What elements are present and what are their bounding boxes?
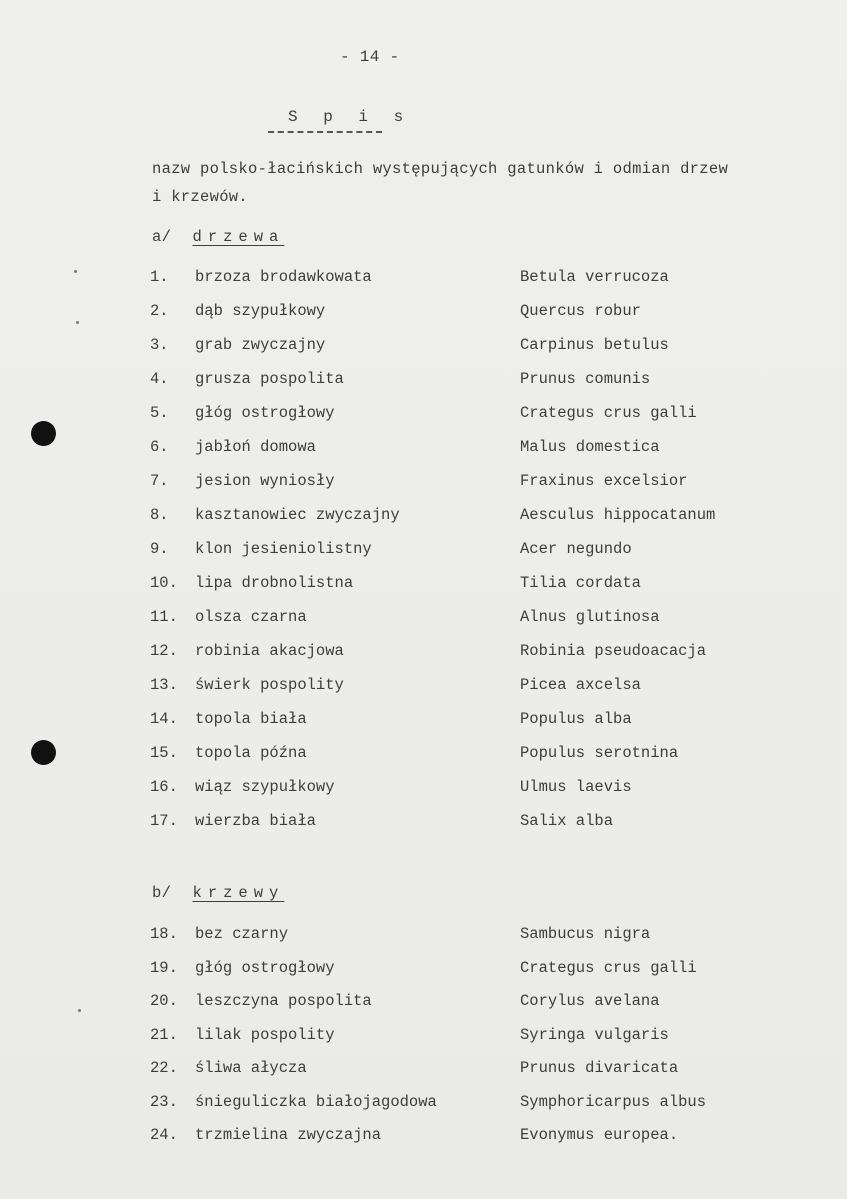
latin-name: Corylus avelana xyxy=(520,992,660,1010)
polish-name: śliwa ałycza xyxy=(195,1059,307,1077)
polish-name: klon jesieniolistny xyxy=(195,540,372,558)
latin-name: Populus serotnina xyxy=(520,744,679,762)
latin-name: Robinia pseudoacacja xyxy=(520,642,707,660)
latin-name: Populus alba xyxy=(520,710,632,728)
polish-name: lilak pospolity xyxy=(195,1025,335,1044)
section-a-label: a/ xyxy=(152,228,172,246)
page-title: S p i s xyxy=(288,108,412,126)
polish-name: leszczyna pospolita xyxy=(195,992,372,1010)
item-number: 8. xyxy=(150,506,169,524)
latin-name: Carpinus betulus xyxy=(520,336,669,354)
item-number: 2. xyxy=(150,302,169,320)
polish-name: lipa drobnolistna xyxy=(195,574,354,592)
latin-name: Prunus comunis xyxy=(520,370,651,388)
item-number: 10. xyxy=(150,574,178,592)
list-item xyxy=(150,1093,800,1117)
list-item xyxy=(150,992,800,1016)
item-number: 11. xyxy=(150,608,178,626)
list-item xyxy=(150,1059,800,1083)
polish-name: grusza pospolita xyxy=(195,370,344,388)
item-number: 16. xyxy=(150,778,178,796)
paper-speck xyxy=(76,321,79,324)
polish-name: grab zwyczajny xyxy=(195,336,326,354)
title-underline xyxy=(268,131,382,133)
polish-name: śnieguliczka białojagodowa xyxy=(195,1092,437,1111)
list-item xyxy=(150,642,800,666)
polish-name: dąb szypułkowy xyxy=(195,302,326,320)
item-number: 12. xyxy=(150,642,178,660)
item-number: 24. xyxy=(150,1126,178,1144)
item-number: 13. xyxy=(150,676,178,694)
latin-name: Quercus robur xyxy=(520,302,641,320)
latin-name: Crategus crus galli xyxy=(520,958,697,977)
polish-name: jabłoń domowa xyxy=(195,438,316,456)
latin-name: Ulmus laevis xyxy=(520,778,632,796)
list-item xyxy=(150,710,800,734)
list-item xyxy=(150,778,800,802)
section-b-heading xyxy=(152,884,284,902)
latin-name: Picea axcelsa xyxy=(520,676,641,694)
item-number: 1. xyxy=(150,268,169,286)
list-item xyxy=(150,812,800,836)
list-item xyxy=(150,438,800,462)
item-number: 23. xyxy=(150,1092,178,1111)
list-item xyxy=(150,302,800,326)
latin-name: Alnus glutinosa xyxy=(520,608,660,626)
polish-name: topola biała xyxy=(195,710,307,728)
section-a-heading xyxy=(152,228,284,246)
latin-name: Sambucus nigra xyxy=(520,925,651,943)
list-item xyxy=(150,268,800,292)
paper-speck xyxy=(78,1009,81,1012)
item-number: 17. xyxy=(150,812,178,830)
paper-speck xyxy=(74,270,77,273)
item-number: 7. xyxy=(150,472,169,490)
polish-name: topola późna xyxy=(195,744,307,762)
polish-name: bez czarny xyxy=(195,925,289,943)
list-item xyxy=(150,1126,800,1150)
list-item xyxy=(150,404,800,428)
list-item xyxy=(150,540,800,564)
item-number: 3. xyxy=(150,336,169,354)
polish-name: wierzba biała xyxy=(195,812,316,830)
page-number: - 14 - xyxy=(340,48,400,66)
item-number: 19. xyxy=(150,958,178,977)
item-number: 5. xyxy=(150,404,169,422)
list-item xyxy=(150,336,800,360)
item-number: 14. xyxy=(150,710,178,728)
intro-line-1: nazw polsko-łacińskich występujących gatunków i odmian drzew xyxy=(152,160,729,178)
punch-hole-top xyxy=(31,421,56,446)
polish-name: olsza czarna xyxy=(195,608,307,626)
polish-name: wiąz szypułkowy xyxy=(195,778,335,796)
latin-name: Prunus divaricata xyxy=(520,1059,679,1077)
intro-line-2: i krzewów. xyxy=(152,188,249,206)
latin-name: Tilia cordata xyxy=(520,574,641,592)
section-a-title: drzewa xyxy=(192,228,285,246)
latin-name: Crategus crus galli xyxy=(520,404,697,422)
list-item xyxy=(150,925,800,949)
latin-name: Betula verrucoza xyxy=(520,268,669,286)
polish-name: jesion wyniosły xyxy=(195,472,335,490)
item-number: 15. xyxy=(150,744,178,762)
item-number: 21. xyxy=(150,1025,178,1044)
item-number: 9. xyxy=(150,540,169,558)
list-item xyxy=(150,1026,800,1050)
polish-name: głóg ostrogłowy xyxy=(195,404,335,422)
item-number: 4. xyxy=(150,370,169,388)
list-item xyxy=(150,959,800,983)
polish-name: świerk pospolity xyxy=(195,676,344,694)
list-item xyxy=(150,370,800,394)
list-item xyxy=(150,744,800,768)
latin-name: Salix alba xyxy=(520,812,614,830)
polish-name: robinia akacjowa xyxy=(195,642,344,660)
item-number: 20. xyxy=(150,992,178,1010)
latin-name: Syringa vulgaris xyxy=(520,1025,669,1044)
latin-name: Aesculus hippocatanum xyxy=(520,506,716,524)
punch-hole-bottom xyxy=(31,740,56,765)
latin-name: Evonymus europea. xyxy=(520,1126,679,1144)
polish-name: głóg ostrogłowy xyxy=(195,958,335,977)
section-b-title: krzewy xyxy=(192,884,285,902)
item-number: 6. xyxy=(150,438,169,456)
item-number: 22. xyxy=(150,1059,178,1077)
list-item xyxy=(150,574,800,598)
polish-name: kasztanowiec zwyczajny xyxy=(195,506,400,524)
list-item xyxy=(150,506,800,530)
latin-name: Symphoricarpus albus xyxy=(520,1092,707,1111)
latin-name: Acer negundo xyxy=(520,540,632,558)
polish-name: brzoza brodawkowata xyxy=(195,268,372,286)
item-number: 18. xyxy=(150,925,178,943)
latin-name: Fraxinus excelsior xyxy=(520,472,688,490)
section-b-label: b/ xyxy=(152,884,172,902)
polish-name: trzmielina zwyczajna xyxy=(195,1126,382,1144)
list-item xyxy=(150,472,800,496)
list-item xyxy=(150,608,800,632)
latin-name: Malus domestica xyxy=(520,438,660,456)
list-item xyxy=(150,676,800,700)
